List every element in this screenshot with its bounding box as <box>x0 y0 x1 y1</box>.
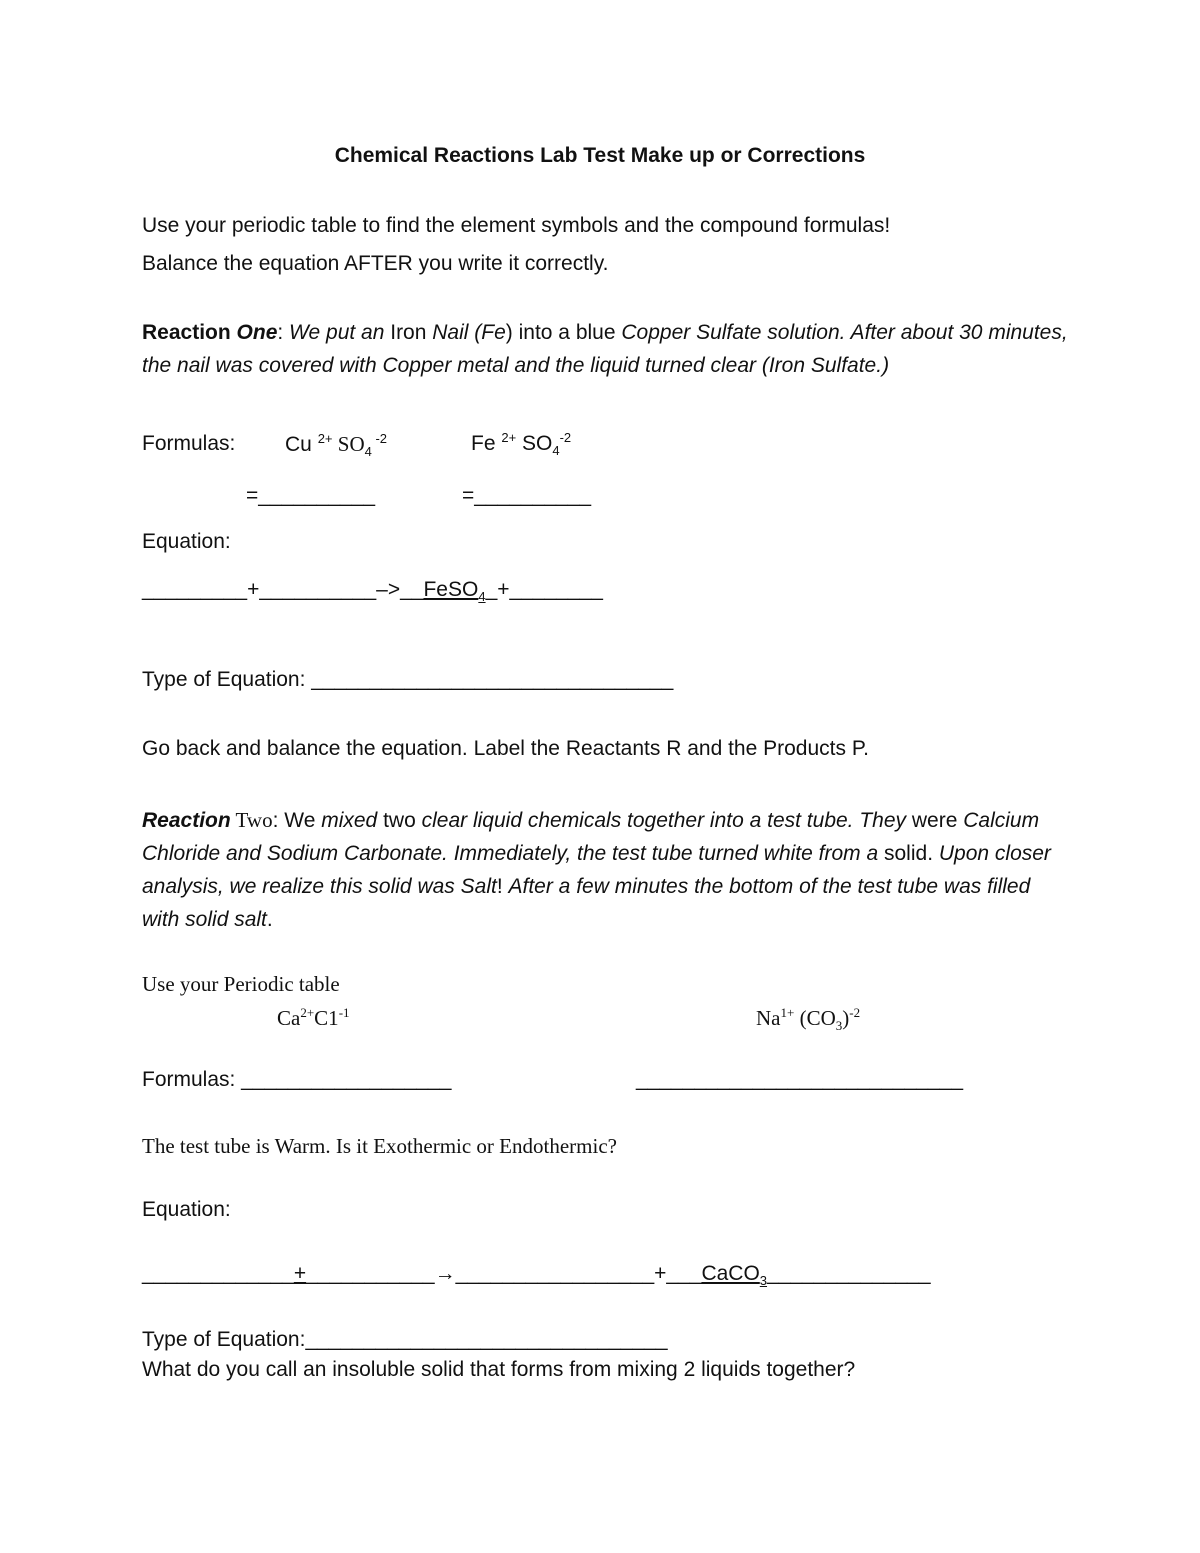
equation-label: Equation: <box>142 530 231 553</box>
iron-sulfate-ions <box>471 430 572 459</box>
type-of-equation-one[interactable]: Type of Equation: _______________________________ <box>142 668 674 691</box>
reaction-two-text: were <box>906 809 964 832</box>
reaction-one-text: ) into a blue <box>505 321 622 344</box>
equation-blanks: ___________→_________________+___ <box>306 1262 702 1285</box>
equation-blanks: _+________ <box>485 578 603 601</box>
intro-line-1: Use your periodic table to find the element symbols and the compound formulas! <box>142 214 891 237</box>
reaction-one-text: We put an <box>283 321 391 344</box>
reaction-one-text: Iron <box>390 321 427 344</box>
reaction-one-heading-number: One <box>236 321 278 344</box>
type-of-equation-two[interactable]: Type of Equation:_______________________________ <box>142 1328 668 1351</box>
equation-blanks: _____________ <box>142 1262 294 1285</box>
ion-symbol: Na <box>756 1006 781 1030</box>
ion-charge: 2+ <box>501 430 517 445</box>
reaction-one-paragraph <box>142 316 1072 382</box>
equation-blanks: _________+__________–>__ <box>142 578 424 601</box>
reaction-one-equation[interactable] <box>142 578 603 605</box>
formulas-two-blank[interactable]: ____________________________ <box>636 1068 964 1091</box>
reaction-two-text: : We <box>272 809 322 832</box>
intro-line-2: Balance the equation AFTER you write it correctly. <box>142 252 609 275</box>
ion-symbol: (CO <box>794 1006 836 1030</box>
answer-blank-iron-sulfate[interactable]: =__________ <box>462 484 592 507</box>
ion-charge: 2+ <box>300 1005 315 1020</box>
equation-blanks: ______________ <box>767 1262 931 1285</box>
calcium-chloride-ions <box>277 1006 350 1031</box>
reaction-one-text: Nail (Fe <box>426 321 506 344</box>
ion-charge: 2+ <box>317 431 333 446</box>
equation-two-label: Equation: <box>142 1198 231 1221</box>
ion-symbol: SO <box>332 432 365 456</box>
sodium-carbonate-ions <box>756 1005 861 1034</box>
ion-charge: -1 <box>338 1005 350 1020</box>
reaction-two-text: mixed <box>321 809 378 832</box>
reaction-two-text: ! <box>496 875 509 898</box>
reaction-two-paragraph <box>142 804 1072 936</box>
reaction-two-text: . <box>266 908 273 931</box>
reaction-two-equation[interactable] <box>142 1262 931 1289</box>
ion-charge: 1+ <box>780 1005 795 1020</box>
reaction-one-text: Copper Sulfate solution <box>621 321 840 344</box>
reaction-one-colon: : <box>277 321 284 344</box>
reaction-one-heading: Reaction <box>142 321 231 344</box>
reaction-two-heading-number: Two <box>230 808 273 832</box>
equation-plus: + <box>293 1262 307 1285</box>
reaction-two-text: clear liquid chemicals together into a test tube. They <box>421 809 907 832</box>
formulas-two-label[interactable]: Formulas: __________________ <box>142 1068 452 1091</box>
reaction-two-text: After a few minutes the bottom of the test tube was filled with solid salt <box>142 875 1031 931</box>
ion-subscript: 3 <box>835 1018 843 1034</box>
answer-blank-copper-sulfate[interactable]: =__________ <box>246 484 376 507</box>
ion-subscript: 4 <box>364 444 372 460</box>
ion-charge: -2 <box>371 431 388 446</box>
ion-symbol: SO <box>516 432 553 455</box>
ion-symbol: Fe <box>471 432 502 455</box>
equation-product-subscript: 3 <box>759 1273 768 1289</box>
ion-symbol: Ca <box>277 1006 301 1030</box>
ion-subscript: 4 <box>552 443 560 459</box>
page-title: Chemical Reactions Lab Test Make up or Corrections <box>334 144 866 167</box>
equation-product: FeSO <box>423 578 479 601</box>
copper-sulfate-ions <box>285 431 388 460</box>
ion-charge: -2 <box>849 1005 861 1020</box>
equation-product-subscript: 4 <box>478 589 486 605</box>
periodic-table-hint: Use your Periodic table <box>142 972 340 996</box>
ion-symbol: Cu <box>285 433 318 456</box>
reaction-two-text: solid. <box>878 842 939 865</box>
reaction-two-text: two <box>377 809 422 832</box>
ion-symbol: ) <box>842 1006 850 1030</box>
balance-instruction: Go back and balance the equation. Label the Reactants R and the Products P. <box>142 737 869 760</box>
reaction-two-text: Calcium Chloride and Sodium Carbonate. Immediately, the test tube turned white from a <box>142 809 1040 865</box>
formulas-label: Formulas: <box>142 432 236 455</box>
reaction-two-heading: Reaction <box>142 809 231 832</box>
exothermic-question: The test tube is Warm. Is it Exothermic or Endothermic? <box>142 1134 617 1158</box>
ion-charge: -2 <box>559 430 572 445</box>
ion-symbol: C1 <box>314 1006 339 1030</box>
equation-product: CaCO <box>701 1262 760 1285</box>
reaction-one-text: . After about 30 minutes, the nail was covered with Copper metal and the liquid turned clear (Iron Sulfate.) <box>142 321 1068 377</box>
reaction-two-text: Upon closer analysis, we realize this solid was Salt <box>142 842 1051 898</box>
precipitate-question: What do you call an insoluble solid that forms from mixing 2 liquids together? <box>142 1358 856 1381</box>
